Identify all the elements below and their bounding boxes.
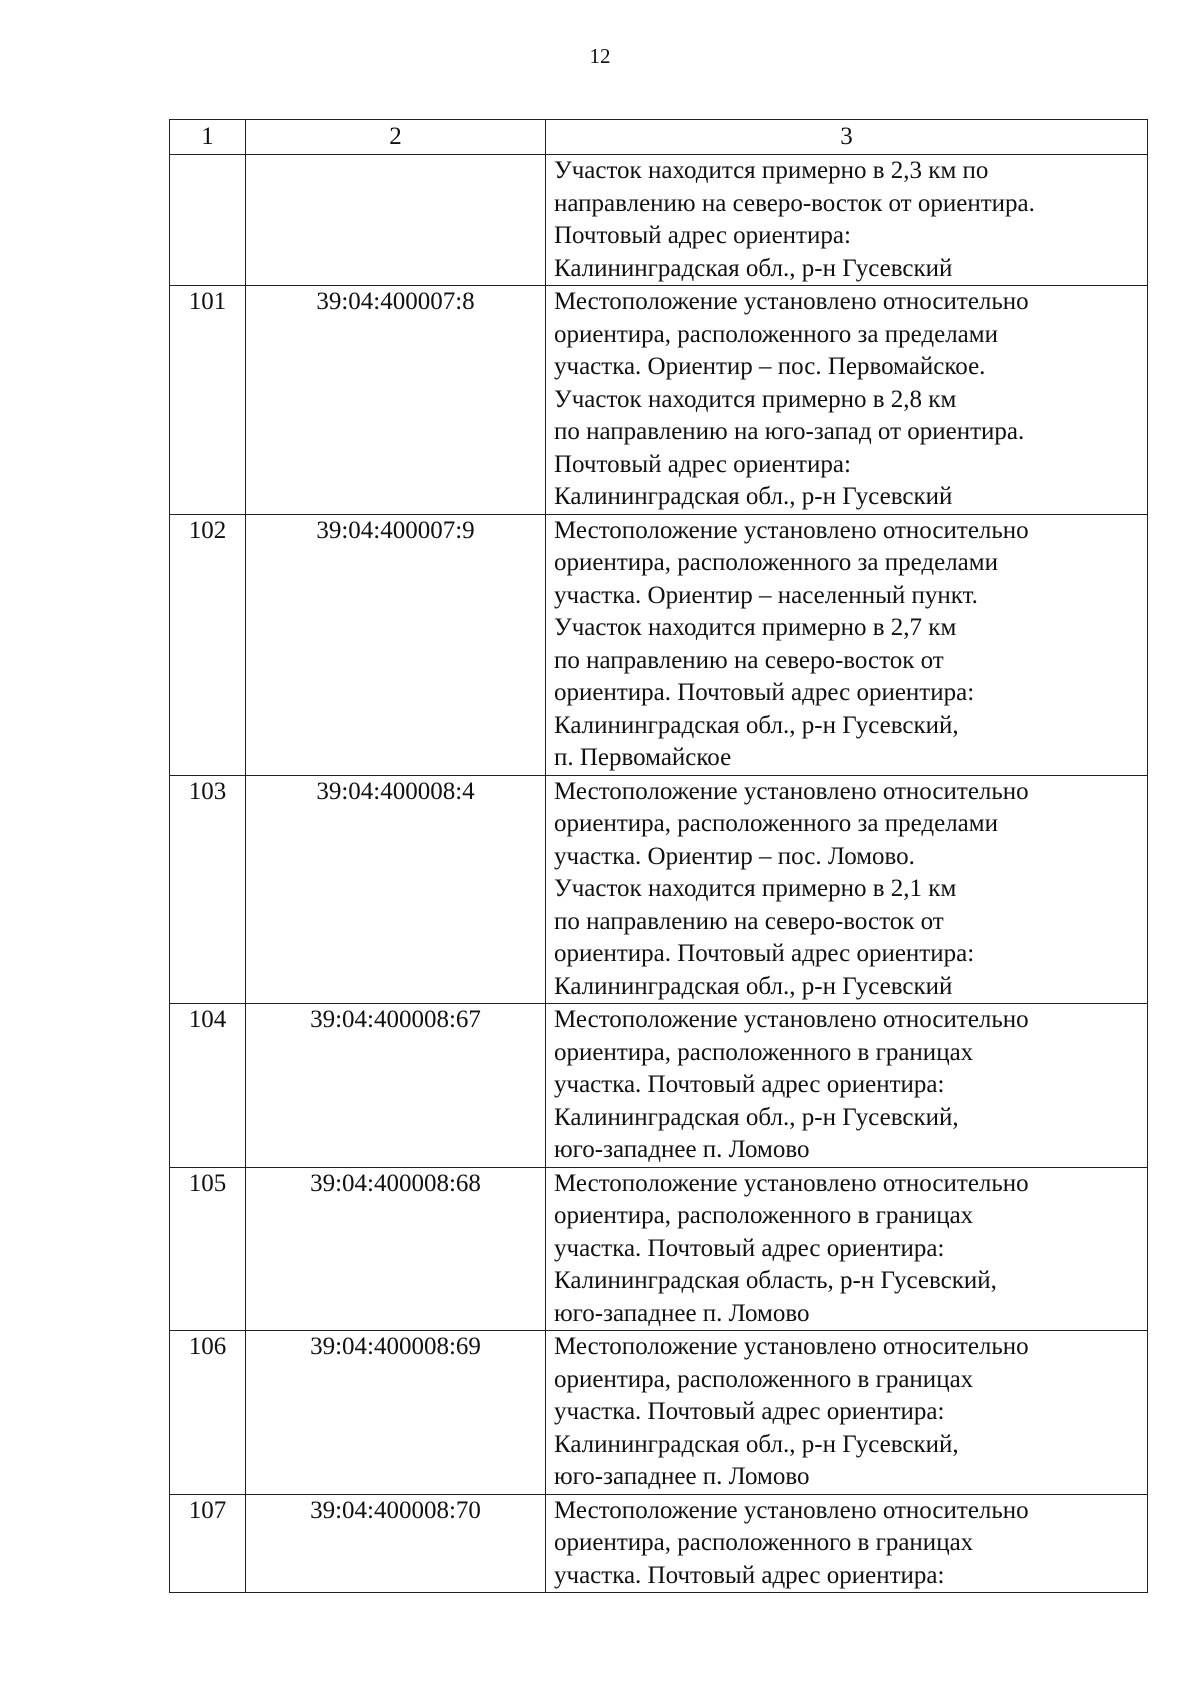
- description-line: Почтовый адрес ориентира:: [554, 222, 851, 249]
- description-line: Калининградская обл., р-н Гусевский,: [554, 1430, 959, 1458]
- description-line: Калининградская обл., р-н Гусевский: [554, 483, 953, 510]
- row-number: 104: [170, 1004, 246, 1168]
- description-line: участка. Ориентир – пос. Ломово.: [554, 842, 915, 870]
- row-number: 106: [170, 1331, 246, 1495]
- description-line: участка. Почтовый адрес ориентира:: [554, 1561, 945, 1589]
- description-line: по направлению на юго-запад от ориентира.: [554, 418, 1025, 445]
- table-body: [170, 120, 1148, 1593]
- description-line: Калининградская область, р-н Гусевский,: [554, 1267, 997, 1294]
- description-line: направлению на северо-восток от ориентира.: [554, 189, 1035, 217]
- description-line: ориентира, расположенного в границах: [554, 1365, 974, 1393]
- description-line: Участок находится примерно в 2,7 км: [554, 614, 957, 641]
- description-line: Местоположение установлено относительно: [554, 1006, 1029, 1033]
- location-description: [546, 1167, 1148, 1331]
- cadastral-number: 39:04:400008:69: [246, 1331, 546, 1495]
- description-line: Местоположение установлено относительно: [554, 1333, 1029, 1360]
- cadastral-number: [246, 155, 546, 286]
- table-row: [170, 1331, 1148, 1495]
- land-plot-table: [169, 119, 1148, 1593]
- location-description: [546, 514, 1148, 775]
- description-line: участка. Почтовый адрес ориентира:: [554, 1234, 945, 1262]
- row-number: 102: [170, 514, 246, 775]
- table-row: [170, 1494, 1148, 1593]
- description-line: Почтовый адрес ориентира:: [554, 450, 851, 478]
- cadastral-number: 39:04:400008:70: [246, 1494, 546, 1593]
- description-line: Местоположение установлено относительно: [554, 777, 1029, 805]
- description-line: Калининградская обл., р-н Гусевский: [554, 254, 953, 282]
- page-number: 12: [589, 44, 611, 68]
- description-line: участка. Ориентир – пос. Первомайское.: [554, 353, 986, 380]
- description-line: ориентира, расположенного в границах: [554, 1529, 974, 1556]
- description-line: юго-западнее п. Ломово: [554, 1136, 810, 1163]
- row-number: 101: [170, 286, 246, 515]
- location-description: [546, 286, 1148, 515]
- column-header-2: 2: [246, 120, 546, 155]
- location-description: [546, 155, 1148, 286]
- cadastral-number: 39:04:400008:68: [246, 1167, 546, 1331]
- table-row: [170, 775, 1148, 1004]
- location-description: [546, 1004, 1148, 1168]
- description-line: Калининградская обл., р-н Гусевский,: [554, 711, 959, 739]
- description-line: участка. Почтовый адрес ориентира:: [554, 1398, 945, 1425]
- cadastral-number: 39:04:400008:67: [246, 1004, 546, 1168]
- description-line: участка. Почтовый адрес ориентира:: [554, 1071, 945, 1098]
- description-line: Местоположение установлено относительно: [554, 516, 1029, 544]
- cadastral-number: 39:04:400008:4: [246, 775, 546, 1004]
- cadastral-number: 39:04:400007:8: [246, 286, 546, 515]
- description-line: по направлению на северо-восток от: [554, 646, 944, 674]
- table-row: [170, 1004, 1148, 1168]
- column-header-3: 3: [546, 120, 1148, 155]
- description-line: по направлению на северо-восток от: [554, 907, 944, 935]
- description-line: юго-западнее п. Ломово: [554, 1299, 810, 1327]
- description-line: Калининградская обл., р-н Гусевский: [554, 972, 953, 1000]
- description-line: Участок находится примерно в 2,3 км по: [554, 157, 989, 184]
- description-line: юго-западнее п. Ломово: [554, 1463, 810, 1490]
- location-description: [546, 1494, 1148, 1593]
- description-line: ориентира, расположенного за пределами: [554, 549, 998, 576]
- description-line: ориентира, расположенного в границах: [554, 1202, 974, 1229]
- description-line: Местоположение установлено относительно: [554, 1496, 1029, 1524]
- description-line: ориентира, расположенного за пределами: [554, 810, 998, 837]
- table-row: [170, 514, 1148, 775]
- location-description: [546, 775, 1148, 1004]
- row-number: 107: [170, 1494, 246, 1593]
- description-line: Местоположение установлено относительно: [554, 288, 1029, 315]
- description-line: ориентира. Почтовый адрес ориентира:: [554, 940, 975, 967]
- description-line: участка. Ориентир – населенный пункт.: [554, 581, 978, 609]
- column-header-1: 1: [170, 120, 246, 155]
- table-row: [170, 155, 1148, 286]
- description-line: Участок находится примерно в 2,8 км: [554, 385, 957, 413]
- cadastral-number: 39:04:400007:9: [246, 514, 546, 775]
- description-line: п. Первомайское: [554, 744, 732, 771]
- description-line: Местоположение установлено относительно: [554, 1169, 1029, 1197]
- row-number: 105: [170, 1167, 246, 1331]
- table-row: [170, 1167, 1148, 1331]
- description-line: ориентира. Почтовый адрес ориентира:: [554, 679, 975, 706]
- row-number: [170, 155, 246, 286]
- description-line: Калининградская обл., р-н Гусевский,: [554, 1103, 959, 1131]
- description-line: Участок находится примерно в 2,1 км: [554, 875, 957, 902]
- row-number: 103: [170, 775, 246, 1004]
- description-line: ориентира, расположенного за пределами: [554, 320, 998, 348]
- table-header-row: [170, 120, 1148, 155]
- description-line: ориентира, расположенного в границах: [554, 1038, 974, 1066]
- table-row: [170, 286, 1148, 515]
- location-description: [546, 1331, 1148, 1495]
